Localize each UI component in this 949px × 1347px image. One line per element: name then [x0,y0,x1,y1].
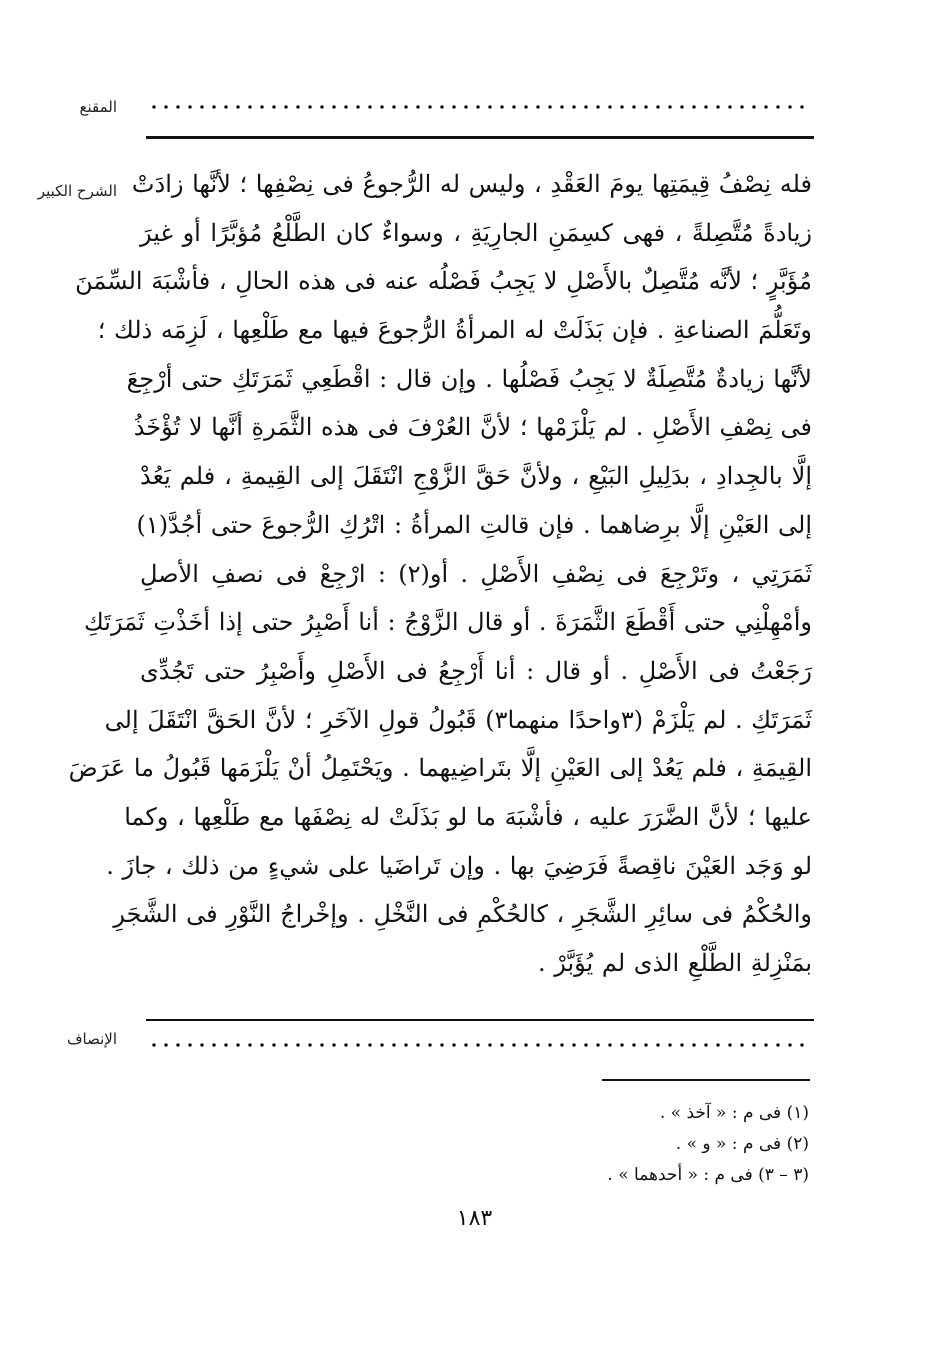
footnote-1: (١) فى م : « آخذ » . [659,1103,809,1123]
muqni-label: المقنع [79,98,117,116]
text-line: ثَمَرَتَكِ . لم يَلْزَمْ (٣واحدًا منهما٣) قَبُولُ قولِ الآخَرِ ؛ لأنَّ الحَقَّ انْتَقَلَ إلى [104,705,812,734]
text-line: وتَعَلُّمَ الصناعةِ . فإن بَذَلَتْ له المرأةُ الرُّجوعَ فيها مع طَلْعِها ، لَزِمَه ذلك ؛ [97,316,812,345]
footnote-3: (٣ – ٣) فى م : « أحدهما » . [607,1165,809,1185]
text-line: لأنَّها زيادةٌ مُتَّصِلَةٌ لا يَجِبُ فَصْلُها . وإن قال : اقْطَعِي ثَمَرَتَكِ حتى أرْجِعَ [126,364,812,393]
text-line: فله نِصْفُ قِيمَتِها يومَ العَقْدِ ، وليس له الرُّجوعُ فى نِصْفِها ؛ لأنَّها زادَتْ [131,170,812,198]
text-line: لو وَجَد العَيْنَ ناقِصةً فَرَضِيَ بها . وإن تَراضَيا على شيءٍ من ذلك ، جازَ . [106,851,812,880]
text-line: زيادةً مُتَّصِلةً ، فهى كسِمَنِ الجارِيَةِ ، وسواءٌ كان الطَّلْعُ مُؤبَّرًا أو غيرَ [140,218,812,247]
page-number: ١٨٣ [456,1206,493,1231]
text-line: والحُكْمُ فى سائِرِ الشَّجَرِ ، كالحُكْمِ فى النَّخْلِ . وإخْراجُ النَّوْرِ فى الشَّجَرِ [113,900,812,929]
header-rule [146,136,814,139]
text-line: القِيمَةِ ، فلم يَعُدْ إلى العَيْنِ إلَّا بتَراضِيهما . ويَحْتَمِلُ أنْ يَلْزَمَها قَبُولُ ما عَرَضَ [68,754,812,783]
insaf-label: الإنصاف [66,1030,117,1048]
text-line: رَجَعْتُ فى الأَصْلِ . أو قال : أنا أَرْجِعُ فى الأَصْلِ وأَصْبِرُ حتى تَجُدِّى [140,656,812,685]
footnote-rule [602,1079,810,1081]
text-line: عليها ؛ لأنَّ الضَّرَرَ عليه ، فأشْبَهَ ما لو بَذَلَتْ له نِصْفَها مع طَلْعِها ، وكما [124,802,812,831]
text-line: إلى العَيْنِ إلَّا برِضاهما . فإن قالتِ المرأةُ : اتْرُكِ الرُّجوعَ حتى أجُدَّ(١) [136,510,812,539]
insaf-dotted-line [148,1043,812,1047]
footnotes [389,1098,809,1191]
text-line: ثَمَرَتِي ، وتَرْجِعَ فى نِصْفِ الأَصْلِ . أو(٢) : ارْجِعْ فى نصفِ الأصلِ [140,559,812,588]
text-line: إلَّا بالجِدادِ ، بدَلِيلِ البَيْعِ ، ولأنَّ حَقَّ الزَّوْجِ انْتَقَلَ إلى القِيمةِ ، فلم يَعُدْ [140,462,812,491]
text-line: فى نِصْفِ الأَصْلِ . لم يَلْزَمْها ؛ لأنَّ العُرْفَ فى هذه الثَّمَرةِ أنَّها لا تُؤْخَذُ [133,413,812,442]
insaf-rule [146,1019,814,1021]
text-line: بمَنْزِلةِ الطَّلْعِ الذى لم يُؤَبَّرْ . [537,949,812,977]
sharh-kabir-label: الشرح الكبير [37,182,117,200]
text-line: مُؤَبَّرٍ ؛ لأنَّه مُتَّصِلٌ بالأَصْلِ لا يَجِبُ فَصْلُه عنه فى هذه الحالِ ، فأشْبَهَ السِّمَنَ [75,267,812,296]
text-line: وأمْهِلْنِي حتى أَقْطَعَ الثَّمَرَةَ . أو قال الزَّوْجُ : أنا أَصْبِرُ حتى إذا أخَذْتِ ثَمَرَتَكِ [84,608,812,637]
muqni-dotted-line [148,105,812,109]
footnote-2: (٢) فى م : « و » . [675,1134,809,1154]
